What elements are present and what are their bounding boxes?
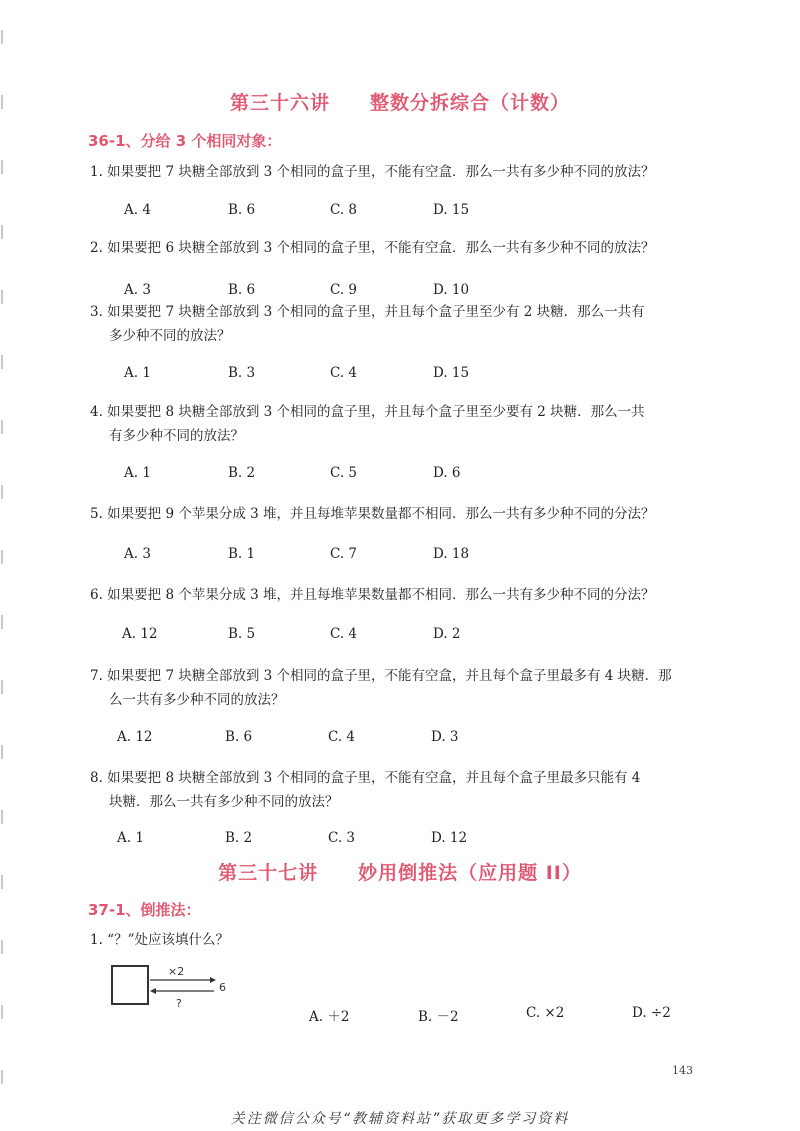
option-a[interactable]: A. 3 [124, 546, 151, 562]
diagram-result: 6 [219, 981, 226, 994]
question-text: 6. 如果要把 8 个苹果分成 3 堆，并且每堆苹果数量都不相同．那么一共有多少种不同的分法？ [90, 587, 655, 603]
diagram-svg [106, 958, 246, 1018]
question-text: 4. 如果要把 8 块糖全部放到 3 个相同的盒子里，并且每个盒子里至少要有 2 块糖．那么一共 [90, 404, 645, 420]
question-7 [90, 664, 715, 712]
diagram-top-label: ×2 [168, 965, 185, 978]
lecture-36-title: 第三十六讲 整数分拆综合（计数） [229, 92, 570, 114]
question-5 [90, 502, 715, 526]
option-a[interactable]: A. 4 [124, 202, 151, 218]
option-b[interactable]: B. 1 [228, 546, 256, 562]
question-text: 1. 如果要把 7 块糖全部放到 3 个相同的盒子里，不能有空盒．那么一共有多少种不同的放法？ [90, 164, 655, 180]
option-b[interactable]: B. 6 [228, 282, 256, 298]
option-b[interactable]: B. 3 [228, 365, 256, 381]
question-1 [90, 160, 715, 184]
forward-arrowhead [210, 977, 216, 983]
option-b[interactable]: B. －2 [418, 1009, 459, 1025]
option-d[interactable]: D. ÷2 [632, 1005, 671, 1021]
option-c[interactable]: C. 5 [330, 465, 358, 481]
question-text: 2. 如果要把 6 块糖全部放到 3 个相同的盒子里，不能有空盒．那么一共有多少种不同的放法？ [90, 240, 655, 256]
question-text-cont: 块糖．那么一共有多少种不同的放法？ [109, 794, 339, 810]
unknown-box [112, 966, 148, 1004]
option-d[interactable]: D. 2 [433, 626, 461, 642]
question-text: 1. “？”处应该填什么？ [90, 932, 229, 948]
diagram-unknown: ? [176, 997, 182, 1010]
option-c[interactable]: C. 8 [330, 202, 358, 218]
inverse-operation-diagram [106, 958, 246, 1018]
option-b[interactable]: B. 2 [228, 465, 256, 481]
question-6 [90, 583, 715, 607]
option-b[interactable]: B. 6 [228, 202, 256, 218]
option-d[interactable]: D. 15 [433, 365, 470, 381]
binding-margin [0, 0, 6, 1131]
option-b[interactable]: B. 2 [225, 830, 253, 846]
question-2 [90, 236, 715, 260]
section-36-1-title: 36-1、分给 3 个相同对象： [88, 132, 282, 150]
option-a[interactable]: A. 3 [124, 282, 151, 298]
question-text-cont: 有多少种不同的放法？ [109, 428, 244, 444]
footer-note: 关注微信公众号“教辅资料站”获取更多学习资料 [230, 1111, 570, 1127]
question-text: 5. 如果要把 9 个苹果分成 3 堆，并且每堆苹果数量都不相同．那么一共有多少种不同的分法？ [90, 506, 655, 522]
option-d[interactable]: D. 10 [433, 282, 470, 298]
option-c[interactable]: C. 9 [330, 282, 358, 298]
option-c[interactable]: C. 4 [330, 626, 358, 642]
question-3 [90, 300, 715, 348]
option-a[interactable]: A. 1 [124, 465, 151, 481]
option-c[interactable]: C. ×2 [526, 1005, 565, 1021]
option-c[interactable]: C. 3 [328, 830, 356, 846]
option-d[interactable]: D. 15 [433, 202, 470, 218]
option-b[interactable]: B. 5 [228, 626, 256, 642]
page-number: 143 [672, 1064, 693, 1077]
option-d[interactable]: D. 18 [433, 546, 470, 562]
backward-arrowhead [150, 988, 156, 994]
lecture-37-title: 第三十七讲 妙用倒推法（应用题 II） [218, 862, 582, 884]
question-4 [90, 400, 715, 448]
option-d[interactable]: D. 6 [433, 465, 461, 481]
option-a[interactable]: A. 1 [117, 830, 144, 846]
question-37-1 [90, 928, 715, 952]
question-text-cont: 多少种不同的放法？ [109, 328, 231, 344]
question-8 [90, 766, 715, 814]
question-text-cont: 么一共有多少种不同的放法？ [109, 692, 285, 708]
option-a[interactable]: A. 12 [117, 729, 153, 745]
option-b[interactable]: B. 6 [225, 729, 253, 745]
option-a[interactable]: A. ＋2 [309, 1009, 350, 1025]
option-c[interactable]: C. 4 [328, 729, 356, 745]
option-c[interactable]: C. 4 [330, 365, 358, 381]
option-d[interactable]: D. 3 [431, 729, 459, 745]
option-d[interactable]: D. 12 [431, 830, 468, 846]
question-text: 7. 如果要把 7 块糖全部放到 3 个相同的盒子里，不能有空盒，并且每个盒子里最多有 4 块糖．那 [90, 668, 672, 684]
option-c[interactable]: C. 7 [330, 546, 358, 562]
question-text: 8. 如果要把 8 块糖全部放到 3 个相同的盒子里，不能有空盒，并且每个盒子里最多只能有 4 [90, 770, 641, 786]
option-a[interactable]: A. 1 [124, 365, 151, 381]
option-a[interactable]: A. 12 [122, 626, 158, 642]
section-37-1-title: 37-1、倒推法： [88, 901, 201, 919]
question-text: 3. 如果要把 7 块糖全部放到 3 个相同的盒子里，并且每个盒子里至少有 2 块糖．那么一共有 [90, 304, 645, 320]
